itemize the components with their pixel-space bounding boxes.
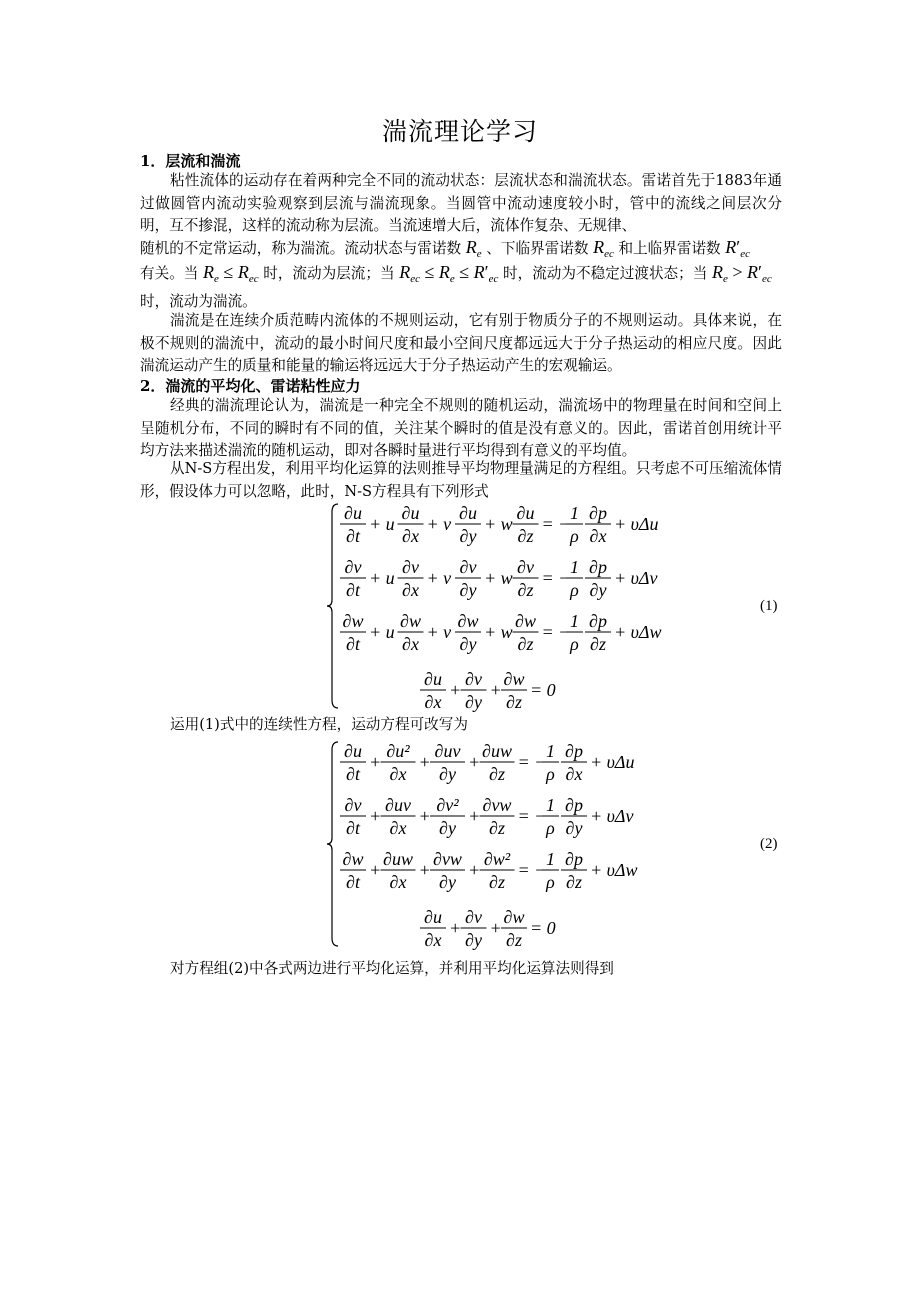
fraction-numerator: 1 <box>570 557 579 577</box>
text-fragment: 有关。当 <box>140 265 199 282</box>
fraction-denominator: ρ <box>570 634 579 654</box>
math-operator: + υΔv <box>590 806 634 826</box>
fraction-denominator: ∂z <box>517 634 534 654</box>
fraction-denominator: ∂t <box>346 526 360 546</box>
fraction-numerator: ∂p <box>565 741 583 761</box>
fraction-denominator: ∂y <box>459 526 477 546</box>
fraction-numerator: ∂v² <box>436 795 459 815</box>
fraction-denominator: ∂x <box>402 580 419 600</box>
reynolds-line-2 <box>140 262 785 285</box>
fraction-numerator: ∂v <box>465 907 482 927</box>
math-operator: + v <box>426 568 452 588</box>
fraction-denominator: ∂t <box>346 580 360 600</box>
math-operator: + <box>489 918 502 938</box>
math-operator: + υΔu <box>614 514 659 534</box>
fraction-denominator: ρ <box>546 764 555 784</box>
text-fragment: 时，流动为层流；当 <box>263 265 395 282</box>
math-operator: + <box>449 918 462 938</box>
math-operator: + u <box>369 514 395 534</box>
rec-symbol: $R_{ec}$ <box>593 237 614 260</box>
text-fragment: 和上临界雷诺数 <box>618 240 721 257</box>
fraction-numerator: ∂w <box>515 611 536 631</box>
section-2-paragraph-4: 对方程组(2)中各式两边进行平均化运算，并利用平均化运算法则得到 <box>170 960 614 977</box>
equation-1-label: (1) <box>760 598 778 614</box>
fraction-denominator: ∂x <box>589 526 607 546</box>
fraction-numerator: ∂v <box>402 557 419 577</box>
fraction-denominator: ∂t <box>346 634 360 654</box>
fraction-numerator: ∂v <box>517 557 534 577</box>
fraction-numerator: ∂uw <box>482 741 512 761</box>
math-operator: + w <box>484 622 513 642</box>
fraction-denominator: ∂y <box>589 580 607 600</box>
math-operator: + v <box>426 622 452 642</box>
fraction-denominator: ∂y <box>439 764 456 784</box>
math-operator: + w <box>484 514 513 534</box>
fraction-numerator: 1 <box>570 611 579 631</box>
fraction-denominator: ∂z <box>506 930 522 950</box>
fraction-numerator: ∂p <box>589 503 607 523</box>
fraction-denominator: ∂x <box>424 692 442 712</box>
fraction-numerator: ∂v <box>465 669 482 689</box>
fraction-numerator: ∂u <box>344 741 362 761</box>
fraction-denominator: ∂z <box>517 526 534 546</box>
math-operator: = − <box>541 514 571 534</box>
fraction-numerator: ∂w <box>400 611 421 631</box>
reynolds-line-1 <box>140 237 785 260</box>
text-fragment: 随机的不定常运动，称为湍流。流动状态与雷诺数 <box>140 240 462 257</box>
fraction-numerator: ∂p <box>565 849 583 869</box>
fraction-numerator: ∂w² <box>483 849 511 869</box>
math-operator: = − <box>517 860 547 880</box>
fraction-numerator: 1 <box>546 795 555 815</box>
math-operator: = − <box>541 622 571 642</box>
fraction-denominator: ∂z <box>517 580 534 600</box>
text-fragment: 、下临界雷诺数 <box>486 240 589 257</box>
fraction-denominator: ∂z <box>566 872 582 892</box>
fraction-denominator: ∂y <box>459 634 477 654</box>
section-2-paragraph-1: 经典的湍流理论认为，湍流是一种完全不规则的随机运动，湍流场中的物理量在时间和空间上呈随机分布，不同的瞬时有不同的值，关注某个瞬时的值是没有意义的。因此，雷诺首创用统计平均方法来描述湍流的随机运动，即对各瞬时量进行平均得到有意义的平均值。 <box>140 397 782 459</box>
fraction-denominator: ∂z <box>489 764 505 784</box>
fraction-denominator: ∂y <box>465 930 482 950</box>
fraction-denominator: ∂x <box>402 634 419 654</box>
section-1-paragraph-1: 粘性流体的运动存在着两种完全不同的流动状态：层流状态和湍流状态。雷诺首先于1883年通过做圆管内流动实验观察到层流与湍流现象。当圆管中流动速度较小时，管中的流线之间层次分明，互不掺混，这样的流动称为层流。当流速增大后，流体作复杂、无规律、 <box>140 172 782 234</box>
math-operator: = − <box>517 752 547 772</box>
math-operator: + <box>369 752 382 772</box>
condition-transition: $R_{ec} \le R_e \le R'_{ec}$ <box>399 262 499 285</box>
math-operator: + υΔw <box>590 860 638 880</box>
math-operator: + <box>468 752 481 772</box>
fraction-numerator: ∂u <box>401 503 420 523</box>
fraction-denominator: ∂x <box>389 872 407 892</box>
re-symbol: $R_e$ <box>465 237 482 260</box>
fraction-numerator: ∂w <box>457 611 479 631</box>
fraction-denominator: ∂t <box>346 764 360 784</box>
equation-group-1 <box>0 498 920 718</box>
math-operator: + u <box>369 568 395 588</box>
fraction-denominator: ∂z <box>506 692 522 712</box>
section-2-heading: 2．湍流的平均化、雷诺粘性应力 <box>140 377 361 395</box>
fraction-denominator: ∂y <box>439 872 456 892</box>
page-title: 湍流理论学习 <box>381 117 538 146</box>
fraction-numerator: ∂v <box>344 795 362 815</box>
left-brace <box>327 742 338 946</box>
fraction-numerator: ∂v <box>459 557 477 577</box>
math-operator: + υΔu <box>590 752 635 772</box>
section-1-heading: 1．层流和湍流 <box>140 152 241 170</box>
fraction-denominator: ∂t <box>346 872 360 892</box>
fraction-denominator: ∂y <box>439 818 456 838</box>
math-operator: + υΔw <box>614 622 662 642</box>
fraction-numerator: ∂uv <box>434 741 461 761</box>
fraction-numerator: ∂u <box>459 503 477 523</box>
fraction-numerator: ∂v <box>344 557 362 577</box>
math-operator: + <box>468 806 481 826</box>
fraction-denominator: ∂t <box>346 818 360 838</box>
fraction-numerator: ∂w <box>503 669 525 689</box>
fraction-numerator: ∂u <box>424 669 442 689</box>
math-operator: + w <box>484 568 513 588</box>
section-2-paragraph-3: 运用(1)式中的连续性方程，运动方程可改写为 <box>170 716 468 733</box>
fraction-denominator: ∂y <box>465 692 482 712</box>
math-operator: + <box>418 860 431 880</box>
fraction-denominator: ∂z <box>489 818 505 838</box>
fraction-denominator: ∂x <box>565 764 583 784</box>
math-operator: + v <box>426 514 452 534</box>
left-brace <box>327 504 338 708</box>
fraction-denominator: ρ <box>546 818 555 838</box>
fraction-denominator: ∂z <box>489 872 505 892</box>
fraction-numerator: ∂uv <box>385 795 411 815</box>
math-operator: + <box>468 860 481 880</box>
fraction-denominator: ∂z <box>590 634 606 654</box>
fraction-denominator: ∂x <box>424 930 442 950</box>
fraction-numerator: ∂u <box>516 503 535 523</box>
math-operator: + <box>449 680 462 700</box>
math-operator: = 0 <box>530 918 556 938</box>
fraction-numerator: ∂uw <box>383 849 413 869</box>
fraction-denominator: ρ <box>570 526 579 546</box>
fraction-numerator: ∂p <box>589 557 607 577</box>
fraction-denominator: ∂y <box>565 818 583 838</box>
fraction-denominator: ∂x <box>389 764 407 784</box>
condition-turbulent: $R_e > R'_{ec}$ <box>711 262 772 285</box>
fraction-numerator: 1 <box>546 741 555 761</box>
condition-laminar: $R_e \le R_{ec}$ <box>203 262 259 285</box>
fraction-denominator: ∂x <box>389 818 407 838</box>
fraction-numerator: ∂vw <box>482 795 512 815</box>
math-operator: + <box>418 806 431 826</box>
math-operator: + <box>369 860 382 880</box>
math-operator: + <box>418 752 431 772</box>
math-operator: = − <box>541 568 571 588</box>
text-fragment: 时，流动为不稳定过渡状态；当 <box>503 265 708 282</box>
math-operator: + υΔv <box>614 568 658 588</box>
fraction-denominator: ∂x <box>402 526 419 546</box>
fraction-denominator: ρ <box>546 872 555 892</box>
math-operator: + <box>369 806 382 826</box>
math-operator: + <box>489 680 502 700</box>
fraction-numerator: ∂u <box>344 503 362 523</box>
fraction-numerator: ∂p <box>589 611 607 631</box>
fraction-denominator: ∂y <box>459 580 477 600</box>
fraction-numerator: ∂w <box>342 849 364 869</box>
fraction-numerator: ∂w <box>342 611 364 631</box>
math-operator: = − <box>517 806 547 826</box>
section-1-paragraph-2: 湍流是在连续介质范畴内流体的不规则运动，它有别于物质分子的不规则运动。具体来说，在极不规则的湍流中，流动的最小时间尺度和最小空间尺度都远远大于分子热运动的相应尺度。因此湍流运动产生的质量和能量的输运将远远大于分子热运动产生的宏观输运。 <box>140 312 782 374</box>
equation-2-label: (2) <box>760 836 778 852</box>
reynolds-line-3: 时，流动为湍流。 <box>140 293 257 310</box>
fraction-numerator: ∂p <box>565 795 583 815</box>
fraction-numerator: ∂vw <box>433 849 462 869</box>
fraction-numerator: ∂w <box>503 907 525 927</box>
fraction-numerator: 1 <box>546 849 555 869</box>
section-2-paragraph-2: 从N-S方程出发，利用平均化运算的法则推导平均物理量满足的方程组。只考虑不可压缩流体情形，假设体力可以忽略，此时，N-S方程具有下列形式 <box>140 460 782 500</box>
math-operator: + u <box>369 622 395 642</box>
fraction-numerator: ∂u² <box>386 741 410 761</box>
math-operator: = 0 <box>530 680 556 700</box>
fraction-numerator: ∂u <box>424 907 442 927</box>
rec-prime-symbol: $R'_{ec}$ <box>725 237 750 260</box>
equation-group-2 <box>0 736 920 956</box>
fraction-numerator: 1 <box>570 503 579 523</box>
fraction-denominator: ρ <box>570 580 579 600</box>
